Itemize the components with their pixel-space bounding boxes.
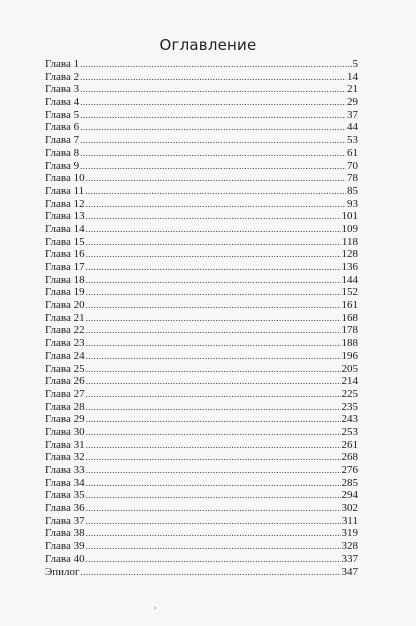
toc-entry (45, 350, 358, 363)
toc-entry-label: Глава 18 (45, 273, 85, 286)
toc-entry (45, 363, 358, 376)
toc-entry-label: Глава 35 (45, 489, 85, 502)
toc-entry-page-number: 21 (347, 83, 358, 96)
toc-dot-leader (80, 58, 351, 71)
toc-entry-label: Глава 15 (45, 235, 85, 248)
toc-entry (45, 502, 358, 515)
toc-entry (45, 121, 358, 134)
toc-entry-page-number: 128 (341, 248, 358, 261)
toc-dot-leader (86, 350, 341, 363)
toc-entry-page-number: 311 (341, 514, 358, 527)
toc-entry-page-number: 178 (341, 324, 358, 337)
toc-dot-leader (80, 134, 346, 147)
toc-entry-label: Глава 12 (45, 197, 85, 210)
toc-entry (45, 464, 358, 477)
toc-dot-leader (80, 71, 346, 84)
toc-entry-page-number: 253 (341, 425, 358, 438)
toc-entry-page-number: 319 (341, 527, 358, 540)
toc-entry-page-number: 37 (347, 108, 358, 121)
toc-entry (45, 566, 358, 579)
toc-entry-page-number: 302 (341, 502, 358, 515)
toc-entry-page-number: 285 (341, 476, 358, 489)
toc-entry-page-number: 152 (341, 286, 358, 299)
toc-entry (45, 553, 358, 566)
toc-entry-page-number: 225 (341, 387, 358, 400)
toc-entry-label: Глава 24 (45, 349, 85, 362)
toc-dot-leader (86, 312, 341, 325)
toc-entry (45, 274, 358, 287)
toc-entry-page-number: 61 (347, 146, 358, 159)
toc-entry-page-number: 276 (341, 464, 358, 476)
toc-entry-label: Глава 5 (45, 108, 80, 121)
toc-dot-leader (86, 451, 341, 464)
toc-dot-leader (86, 477, 341, 490)
toc-entry-page-number: 328 (341, 540, 358, 553)
toc-entry-label: Глава 27 (45, 387, 85, 400)
toc-entry-label: Глава 20 (45, 299, 85, 312)
toc-entry-label: Глава 33 (45, 464, 85, 476)
toc-dot-leader (86, 274, 341, 287)
toc-entry-label: Глава 3 (45, 83, 80, 96)
toc-dot-leader (86, 426, 341, 439)
toc-dot-leader (86, 401, 341, 414)
toc-dot-leader (86, 375, 341, 388)
toc-entry-label: Глава 1 (45, 58, 80, 70)
toc-entry-page-number: 109 (341, 222, 358, 235)
toc-entry-page-number: 14 (347, 70, 358, 83)
toc-entry-label: Глава 39 (45, 540, 85, 553)
toc-entry-label: Глава 25 (45, 362, 85, 375)
toc-entry-page-number: 205 (341, 362, 358, 375)
toc-entry-page-number: 5 (352, 58, 358, 70)
toc-dot-leader (81, 566, 341, 579)
toc-entry-page-number: 29 (347, 96, 358, 109)
toc-entry (45, 198, 358, 211)
toc-entry (45, 134, 358, 147)
toc-entry-label: Глава 40 (45, 552, 85, 565)
toc-entry (45, 299, 358, 312)
toc-entry-label: Глава 19 (45, 286, 85, 299)
toc-entry-page-number: 196 (341, 349, 358, 362)
toc-dot-leader (80, 121, 346, 134)
toc-entry (45, 388, 358, 401)
toc-dot-leader (85, 185, 346, 198)
toc-dot-leader (80, 109, 346, 122)
toc-dot-leader (80, 147, 346, 160)
toc-entry-page-number: 337 (341, 552, 358, 565)
toc-entry (45, 439, 358, 452)
toc-entry (45, 515, 358, 528)
toc-entry (45, 426, 358, 439)
toc-dot-leader (86, 261, 341, 274)
toc-entry (45, 147, 358, 160)
toc-entry (45, 324, 358, 337)
toc-dot-leader (86, 198, 346, 211)
toc-entry-label: Глава 30 (45, 425, 85, 438)
toc-entry (45, 413, 358, 426)
toc-entry-label: Глава 31 (45, 438, 85, 451)
toc-dot-leader (86, 527, 341, 540)
toc-entry (45, 540, 358, 553)
toc-entry (45, 286, 358, 299)
toc-entry-label: Глава 36 (45, 502, 85, 515)
toc-entry-page-number: 168 (341, 311, 358, 324)
toc-entry-page-number: 78 (347, 172, 358, 185)
toc-entry (45, 489, 358, 502)
toc-entry-page-number: 161 (341, 299, 358, 312)
toc-entry (45, 527, 358, 540)
toc-entry-label: Глава 9 (45, 159, 80, 172)
page-title: Оглавление (159, 36, 257, 54)
toc-entry (45, 401, 358, 414)
toc-entry-label: Глава 16 (45, 248, 85, 261)
toc-dot-leader (80, 83, 346, 96)
toc-dot-leader (86, 515, 341, 528)
toc-entry-label: Глава 26 (45, 375, 85, 388)
toc-entry-label: Глава 6 (45, 121, 80, 134)
toc-dot-leader (86, 248, 341, 261)
toc-entry-label: Глава 2 (45, 70, 80, 83)
toc-entry (45, 83, 358, 96)
toc-dot-leader (80, 160, 346, 173)
toc-dot-leader (86, 299, 341, 312)
toc-entry-page-number: 101 (341, 210, 358, 223)
toc-dot-leader (86, 172, 346, 185)
toc-dot-leader (86, 464, 341, 477)
toc-entry-label: Глава 4 (45, 96, 80, 109)
toc-entry-page-number: 294 (341, 489, 358, 502)
toc-dot-leader (86, 210, 341, 223)
toc-entry (45, 477, 358, 490)
toc-dot-leader (86, 502, 341, 515)
toc-entry (45, 58, 358, 71)
toc-entry-label: Глава 29 (45, 413, 85, 426)
toc-entry-label: Глава 34 (45, 476, 85, 489)
toc-entry (45, 337, 358, 350)
toc-dot-leader (86, 324, 341, 337)
toc-entry (45, 71, 358, 84)
paper-speck (154, 607, 156, 609)
toc-entry-page-number: 188 (341, 337, 358, 350)
toc-entry-page-number: 235 (341, 400, 358, 413)
toc-dot-leader (86, 489, 341, 502)
toc-entry-label: Глава 23 (45, 337, 85, 350)
toc-dot-leader (86, 236, 341, 249)
toc-entry-label: Глава 22 (45, 324, 85, 337)
toc-entry-label: Глава 38 (45, 527, 85, 540)
toc-entry (45, 109, 358, 122)
toc-dot-leader (86, 286, 341, 299)
toc-dot-leader (86, 363, 341, 376)
toc-entry-label: Глава 13 (45, 210, 85, 223)
toc-dot-leader (80, 96, 346, 109)
toc-entry-page-number: 118 (341, 235, 358, 248)
toc-dot-leader (86, 223, 341, 236)
toc-entry-label: Глава 32 (45, 451, 85, 464)
toc-entry (45, 172, 358, 185)
toc-dot-leader (86, 553, 341, 566)
toc-entry (45, 248, 358, 261)
toc-entry-page-number: 70 (347, 159, 358, 172)
toc-dot-leader (86, 337, 341, 350)
toc-entry (45, 223, 358, 236)
toc-entry-label: Глава 7 (45, 134, 80, 147)
toc-entry-label: Глава 28 (45, 400, 85, 413)
toc-entry (45, 261, 358, 274)
toc-entry-page-number: 85 (347, 184, 358, 197)
toc-entry (45, 160, 358, 173)
toc-dot-leader (86, 388, 341, 401)
toc-entry-page-number: 136 (341, 261, 358, 273)
toc-entry-page-number: 243 (341, 413, 358, 426)
toc-entry-label: Глава 37 (45, 514, 85, 527)
toc-entry (45, 96, 358, 109)
toc-entry-label: Глава 14 (45, 222, 85, 235)
toc-entry-label: Глава 21 (45, 311, 85, 324)
toc-entry-page-number: 347 (341, 565, 358, 578)
toc-entry-label: Глава 10 (45, 172, 85, 185)
toc-entry-page-number: 261 (341, 438, 358, 451)
toc-dot-leader (86, 413, 341, 426)
toc-entry-label: Глава 17 (45, 261, 85, 273)
toc-entry (45, 451, 358, 464)
toc-entry (45, 236, 358, 249)
toc-entry-page-number: 214 (341, 375, 358, 388)
toc-entry-label: Эпилог (45, 565, 80, 578)
toc-entry (45, 375, 358, 388)
toc-entry-page-number: 268 (341, 451, 358, 464)
toc-entry-page-number: 144 (341, 273, 358, 286)
toc-entry-label: Глава 11 (45, 184, 85, 197)
toc-entry (45, 312, 358, 325)
toc-entry-label: Глава 8 (45, 146, 80, 159)
toc-dot-leader (86, 540, 341, 553)
toc-entry-page-number: 53 (347, 134, 358, 147)
toc-entry-page-number: 44 (347, 121, 358, 134)
toc-entry-page-number: 93 (347, 197, 358, 210)
table-of-contents (45, 58, 358, 578)
toc-dot-leader (86, 439, 341, 452)
toc-entry (45, 210, 358, 223)
toc-entry (45, 185, 358, 198)
